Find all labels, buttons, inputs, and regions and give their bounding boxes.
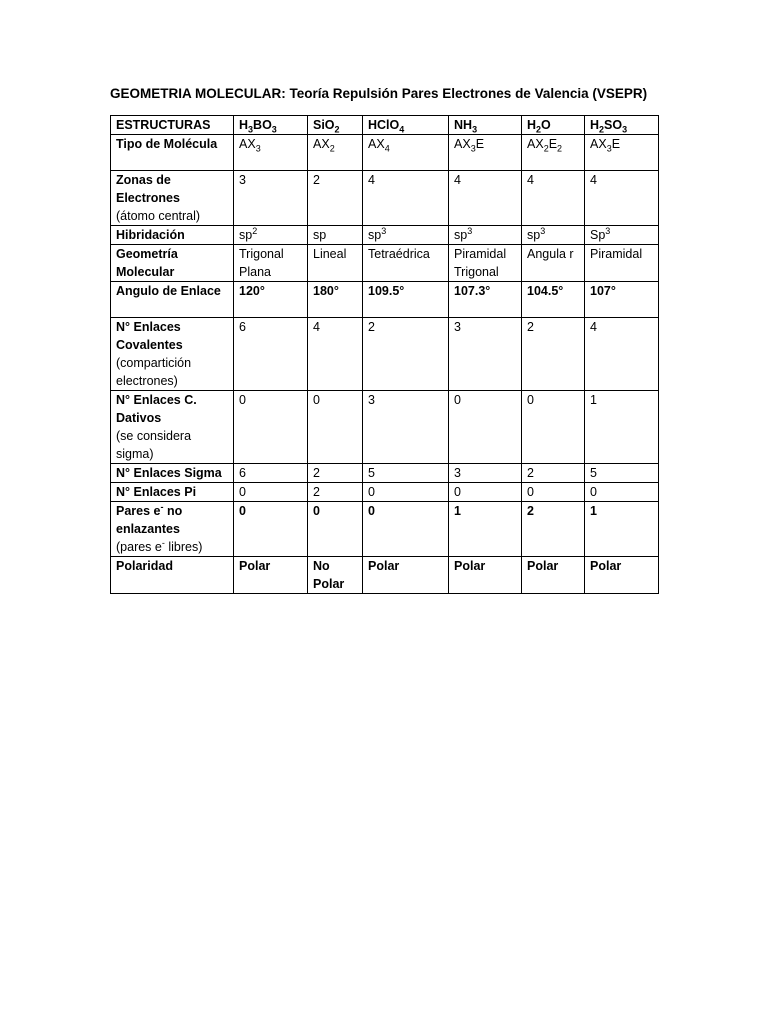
table-cell: 109.5° xyxy=(363,282,449,318)
table-cell: 4 xyxy=(522,171,585,226)
table-cell: Polar xyxy=(522,557,585,594)
table-cell: $sp^2$ xyxy=(234,226,308,245)
table-cell: 2 xyxy=(363,318,449,391)
table-row-sigma xyxy=(111,464,659,483)
table-cell: Polar xyxy=(234,557,308,594)
header-sio2: SiO$_2$ xyxy=(308,116,363,135)
table-cell: 0 xyxy=(234,483,308,502)
row-label-geometria: Geometría Molecular xyxy=(111,245,234,282)
row-label-zonas: Zonas de Electrones (átomo central) xyxy=(111,171,234,226)
table-cell: 107° xyxy=(585,282,659,318)
table-cell: 120° xyxy=(234,282,308,318)
table-cell: 5 xyxy=(363,464,449,483)
table-row-hibridacion xyxy=(111,226,659,245)
table-cell: 0 xyxy=(585,483,659,502)
document-title: GEOMETRIA MOLECULAR: Teoría Repulsión Pares Electrones de Valencia (VSEPR) xyxy=(110,86,648,101)
table-cell: 3 xyxy=(234,171,308,226)
table-cell: 0 xyxy=(363,502,449,557)
table-cell: 1 xyxy=(585,391,659,464)
header-estructuras: ESTRUCTURAS xyxy=(111,116,234,135)
table-cell: sp xyxy=(308,226,363,245)
table-cell: Tetraédrica xyxy=(363,245,449,282)
table-cell: 0 xyxy=(363,483,449,502)
table-cell: 104.5° xyxy=(522,282,585,318)
table-cell: 0 xyxy=(522,483,585,502)
table-cell: Angula r xyxy=(522,245,585,282)
table-cell: 1 xyxy=(585,502,659,557)
table-row-tipo xyxy=(111,135,659,171)
table-cell: Lineal xyxy=(308,245,363,282)
table-row-zonas xyxy=(111,171,659,226)
header-hclo4: HClO$_4$ xyxy=(363,116,449,135)
table-cell: 2 xyxy=(522,464,585,483)
table-cell: 0 xyxy=(449,391,522,464)
table-cell: $AX_4$ xyxy=(363,135,449,171)
table-row-pi xyxy=(111,483,659,502)
row-label-polaridad: Polaridad xyxy=(111,557,234,594)
table-row-geometria xyxy=(111,245,659,282)
table-cell: $sp^3$ xyxy=(449,226,522,245)
table-row-angulo xyxy=(111,282,659,318)
table-cell: 1 xyxy=(449,502,522,557)
table-cell: 2 xyxy=(522,502,585,557)
table-cell: Piramidal Trigonal xyxy=(449,245,522,282)
header-h2o: $H_2O$ xyxy=(522,116,585,135)
table-cell: Piramidal xyxy=(585,245,659,282)
table-cell: 180° xyxy=(308,282,363,318)
table-cell: 2 xyxy=(522,318,585,391)
table-cell: 2 xyxy=(308,171,363,226)
table-cell: 0 xyxy=(234,502,308,557)
table-cell: $sp^3$ xyxy=(522,226,585,245)
table-row-covalentes xyxy=(111,318,659,391)
table-cell: 4 xyxy=(585,318,659,391)
table-cell: 2 xyxy=(308,483,363,502)
row-label-sigma: N° Enlaces Sigma xyxy=(111,464,234,483)
row-label-dativos: N° Enlaces C. Dativos (se considera sigma) xyxy=(111,391,234,464)
table-cell: 4 xyxy=(585,171,659,226)
table-cell: 0 xyxy=(234,391,308,464)
row-label-covalentes: N° Enlaces Covalentes (compartición electrones) xyxy=(111,318,234,391)
header-h3bo3: $H_3BO_3$ xyxy=(234,116,308,135)
table-cell: $AX_3E$ xyxy=(585,135,659,171)
table-cell: 6 xyxy=(234,464,308,483)
table-cell: 0 xyxy=(308,502,363,557)
table-cell: 0 xyxy=(522,391,585,464)
table-cell: 3 xyxy=(449,464,522,483)
table-cell: 0 xyxy=(308,391,363,464)
table-row-dativos xyxy=(111,391,659,464)
table-cell: 4 xyxy=(449,171,522,226)
row-label-pi: N° Enlaces Pi xyxy=(111,483,234,502)
table-cell: Sp$^3$ xyxy=(585,226,659,245)
table-cell: Trigonal Plana xyxy=(234,245,308,282)
table-cell: 2 xyxy=(308,464,363,483)
table-cell: Polar xyxy=(363,557,449,594)
row-label-tipo: Tipo de Molécula xyxy=(111,135,234,171)
vsepr-table xyxy=(110,115,659,594)
table-cell: 4 xyxy=(308,318,363,391)
table-cell: 3 xyxy=(363,391,449,464)
table-cell: Polar xyxy=(585,557,659,594)
table-row-polaridad xyxy=(111,557,659,594)
header-nh3: $NH_3$ xyxy=(449,116,522,135)
table-row-pares xyxy=(111,502,659,557)
table-cell: 5 xyxy=(585,464,659,483)
table-cell: No Polar xyxy=(308,557,363,594)
row-label-hibridacion: Hibridación xyxy=(111,226,234,245)
table-cell: 4 xyxy=(363,171,449,226)
row-label-angulo: Angulo de Enlace xyxy=(111,282,234,318)
table-cell: 107.3° xyxy=(449,282,522,318)
table-cell: $AX_3E$ xyxy=(449,135,522,171)
table-cell: 3 xyxy=(449,318,522,391)
table-cell: $sp^3$ xyxy=(363,226,449,245)
table-cell: $AX_3$ xyxy=(234,135,308,171)
row-label-pares: Pares e- no enlazantes (pares e- libres) xyxy=(111,502,234,557)
header-h2so3: $H_2SO_3$ xyxy=(585,116,659,135)
table-cell: $AX_2$ xyxy=(308,135,363,171)
table-header-row xyxy=(111,116,659,135)
table-cell: 6 xyxy=(234,318,308,391)
table-cell: Polar xyxy=(449,557,522,594)
table-cell: 0 xyxy=(449,483,522,502)
table-cell: $AX_2E_2$ xyxy=(522,135,585,171)
